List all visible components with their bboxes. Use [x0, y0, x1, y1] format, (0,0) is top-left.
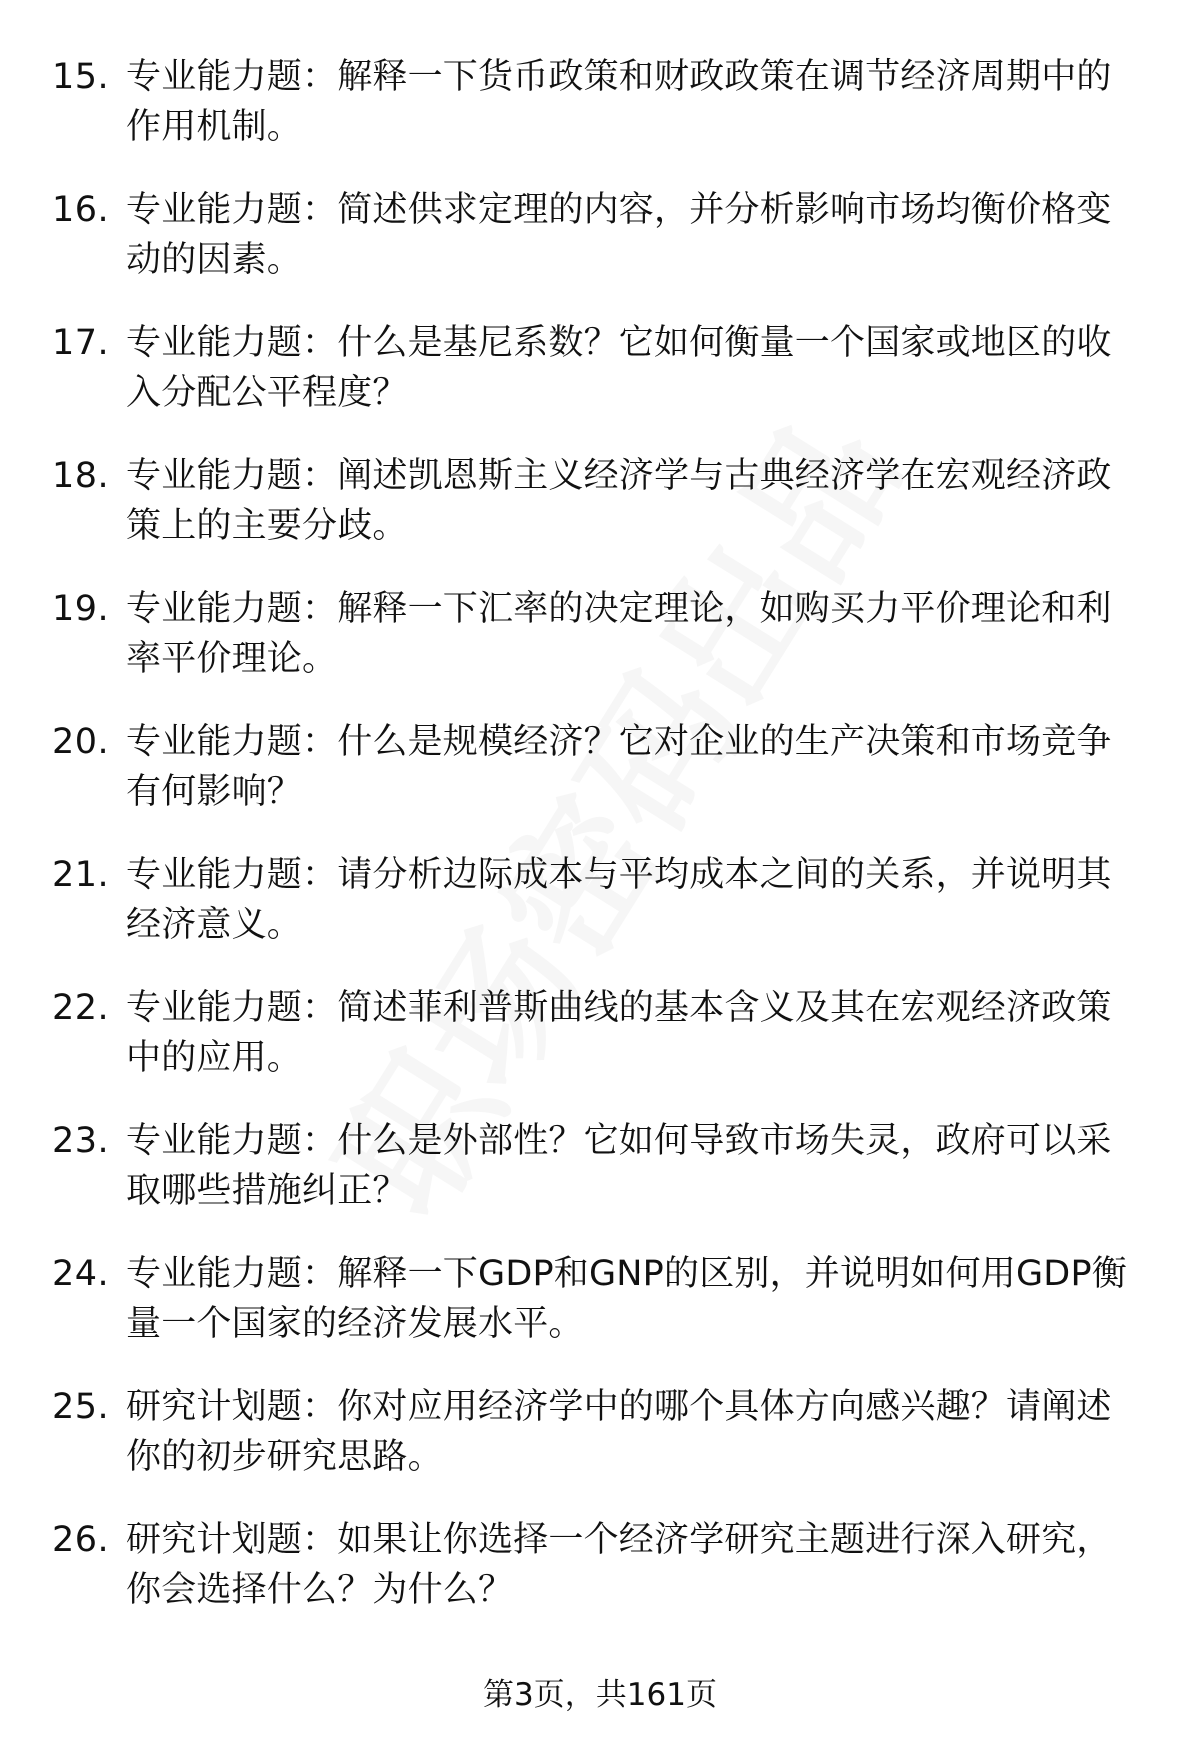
- question-text: 专业能力题：解释一下GDP和GNP的区别，并说明如何用GDP衡量一个国家的经济发展水平。: [126, 1254, 1127, 1344]
- list-item: [0, 983, 1200, 1116]
- list-item: [0, 1249, 1200, 1382]
- question-text: 专业能力题：什么是基尼系数？它如何衡量一个国家或地区的收入分配公平程度？: [126, 323, 1112, 413]
- list-item: [0, 1116, 1200, 1249]
- list-item: [0, 185, 1200, 318]
- question-text: 专业能力题：阐述凯恩斯主义经济学与古典经济学在宏观经济政策上的主要分歧。: [126, 456, 1112, 546]
- list-item: [0, 318, 1200, 451]
- question-number: 20.: [52, 722, 110, 762]
- question-text: 专业能力题：请分析边际成本与平均成本之间的关系，并说明其经济意义。: [126, 855, 1112, 945]
- question-number: 16.: [52, 190, 110, 230]
- question-number: 26.: [52, 1520, 110, 1560]
- question-text: 研究计划题：你对应用经济学中的哪个具体方向感兴趣？请阐述你的初步研究思路。: [126, 1387, 1112, 1477]
- question-number: 22.: [52, 988, 110, 1028]
- question-text: 专业能力题：简述供求定理的内容，并分析影响市场均衡价格变动的因素。: [126, 190, 1112, 280]
- question-text: 研究计划题：如果让你选择一个经济学研究主题进行深入研究，你会选择什么？为什么？: [126, 1520, 1112, 1610]
- question-text: 专业能力题：解释一下汇率的决定理论，如购买力平价理论和利率平价理论。: [126, 589, 1112, 679]
- page-footer: 第3页，共161页: [483, 1677, 717, 1713]
- question-number: 15.: [52, 57, 110, 97]
- list-item: [0, 451, 1200, 584]
- question-text: 专业能力题：什么是规模经济？它对企业的生产决策和市场竞争有何影响？: [126, 722, 1112, 812]
- list-item: [0, 1515, 1200, 1648]
- question-number: 19.: [52, 589, 110, 629]
- question-text: 专业能力题：简述菲利普斯曲线的基本含义及其在宏观经济政策中的应用。: [126, 988, 1112, 1078]
- question-number: 24.: [52, 1254, 110, 1294]
- list-item: [0, 52, 1200, 185]
- list-item: [0, 717, 1200, 850]
- question-text: 专业能力题：什么是外部性？它如何导致市场失灵，政府可以采取哪些措施纠正？: [126, 1121, 1112, 1211]
- question-number: 17.: [52, 323, 110, 363]
- question-number: 21.: [52, 855, 110, 895]
- question-list: [0, 52, 1200, 1648]
- list-item: [0, 850, 1200, 983]
- question-text: 专业能力题：解释一下货币政策和财政政策在调节经济周期中的作用机制。: [126, 57, 1112, 147]
- question-number: 18.: [52, 456, 110, 496]
- question-number: 25.: [52, 1387, 110, 1427]
- list-item: [0, 1382, 1200, 1515]
- question-number: 23.: [52, 1121, 110, 1161]
- list-item: [0, 584, 1200, 717]
